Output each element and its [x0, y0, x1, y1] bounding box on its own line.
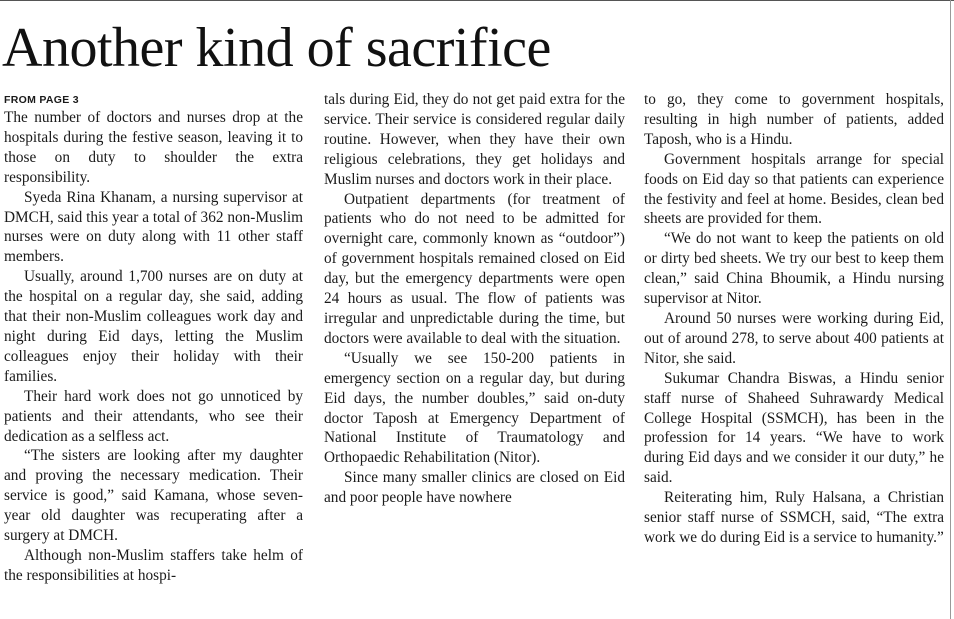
paragraph: Since many smaller clinics are closed on Eid and poor people have nowhere	[324, 469, 625, 507]
paragraph: tals during Eid, they do not get paid extra for the service. Their service is considered regular daily routine. However, when they have their own religious celebrations, they get holidays and Muslim nurses and doctors work in their place.	[324, 91, 625, 188]
headline: Another kind of sacrifice	[2, 17, 551, 79]
top-rule	[0, 0, 954, 1]
paragraph: Their hard work does not go unnoticed by patients and their attendants, who see their dedication as a selfless act.	[4, 387, 303, 445]
paragraph: Syeda Rina Khanam, a nursing supervisor at DMCH, said this year a total of 362 non-Muslim nurses were on duty along with 11 other staff members.	[4, 188, 303, 266]
paragraph: “The sisters are looking after my daughter and proving the necessary medication. Their service is good,” said Kamana, whose seven-year old daughter was recuperating after a surgery at DMCH.	[4, 447, 303, 545]
paragraph: “Usually we see 150-200 patients in emergency section on a regular day, but during Eid days, the number doubles,” said on-duty doctor Taposh at Emergency Department of National Institute of Traumatology and Orthopaedic Rehabilitation (Nitor).	[324, 349, 625, 467]
article-column-1	[4, 90, 303, 586]
article-column-3	[644, 90, 944, 548]
paragraph: “We do not want to keep the patients on old or dirty bed sheets. We try our best to keep them clean,” said China Bhoumik, a Hindu nursing supervisor at Nitor.	[644, 230, 944, 308]
paragraph: Usually, around 1,700 nurses are on duty at the hospital on a regular day, she said, adding that their non-Muslim colleagues work day and night during Eid days, letting the Muslim colleagues enjoy their holiday with their families.	[4, 268, 303, 385]
paragraph: The number of doctors and nurses drop at the hospitals during the festive season, leaving it to those on duty to shoulder the extra responsibility.	[4, 109, 303, 186]
paragraph: to go, they come to government hospitals, resulting in high number of patients, added Taposh, who is a Hindu.	[644, 91, 944, 148]
paragraph: Around 50 nurses were working during Eid, out of around 278, to serve about 400 patients at Nitor, she said.	[644, 309, 944, 367]
column-edge-rule	[950, 0, 951, 619]
paragraph: Although non-Muslim staffers take helm of the responsibilities at hospi-	[4, 546, 303, 584]
paragraph: Outpatient departments (for treatment of patients who do not need to be admitted for overnight care, commonly known as “outdoor”) of government hospitals remained closed on Eid day, but the emergency departments were open 24 hours as usual. The flow of patients was irregular and unpredictable during the time, but doctors were available to deal with the situation.	[324, 190, 625, 347]
paragraph: Reiterating him, Ruly Halsana, a Christian senior staff nurse of SSMCH, said, “The extra work we do during Eid is a service to humanity.”	[644, 489, 944, 546]
paragraph: Sukumar Chandra Biswas, a Hindu senior staff nurse of Shaheed Suhrawardy Medical College Hospital (SSMCH), has been in the profession for 14 years. “We have to work during Eid days and we consider it our duty,” he said.	[644, 369, 944, 487]
kicker-from-page: FROM PAGE 3	[4, 94, 79, 106]
article-column-2	[324, 90, 625, 508]
paragraph: Government hospitals arrange for special foods on Eid day so that patients can experience the festivity and feel at home. Besides, clean bed sheets are provided for them.	[644, 150, 944, 228]
